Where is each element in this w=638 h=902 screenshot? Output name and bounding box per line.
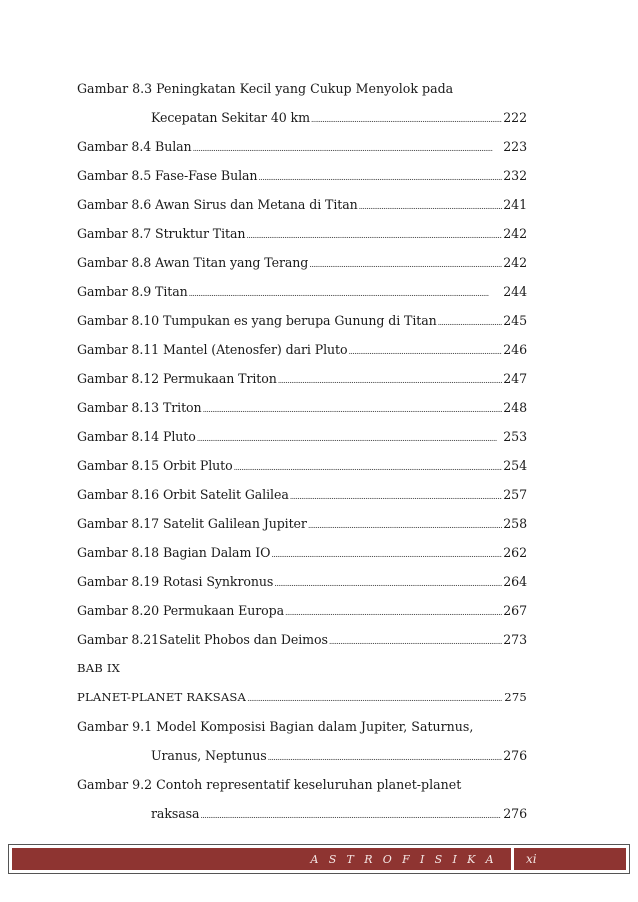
leader-dots <box>189 277 502 308</box>
entry-label: Gambar 8.18 Bagian Dalam IO <box>77 545 271 560</box>
entry-label: raksasa <box>151 806 200 821</box>
entry-label: Gambar 8.15 Orbit Pluto <box>77 458 233 473</box>
entry-label: Gambar 8.4 Bulan <box>77 139 192 154</box>
entry-page: 242 <box>503 255 527 270</box>
leader-dots <box>197 422 502 453</box>
entry-page: 248 <box>503 400 527 415</box>
toc-entry-8-20 <box>77 596 527 625</box>
entry-label: Gambar 8.11 Mantel (Atenosfer) dari Pluto <box>77 342 348 357</box>
entry-label: Gambar 8.14 Pluto <box>77 429 196 444</box>
leader-dots <box>311 103 502 134</box>
entry-label: Gambar 8.12 Permukaan Triton <box>77 371 277 386</box>
entry-label: Gambar 8.10 Tumpukan es yang berupa Gunung di Titan <box>77 313 437 328</box>
leader-dots <box>349 335 503 366</box>
toc-entry-8-6 <box>77 190 527 219</box>
entry-page: 273 <box>503 632 527 647</box>
toc-entry-8-10 <box>77 306 527 335</box>
entry-page: 276 <box>503 806 527 821</box>
entry-page: 232 <box>503 168 527 183</box>
toc-entry-9-1 <box>77 712 527 741</box>
toc-entry-8-16 <box>77 480 527 509</box>
toc-entry-8-3-cont <box>77 103 527 132</box>
entry-label: Gambar 8.17 Satelit Galilean Jupiter <box>77 516 307 531</box>
entry-label: Gambar 8.13 Triton <box>77 400 202 415</box>
entry-label: Gambar 9.2 Contoh representatif keseluruhan planet-planet <box>77 777 462 792</box>
toc-entry-8-3 <box>77 74 527 103</box>
toc-entry-8-21 <box>77 625 527 654</box>
leader-dots <box>278 364 502 395</box>
leader-dots <box>234 451 502 482</box>
leader-dots <box>359 190 502 221</box>
entry-page: 275 <box>504 690 527 704</box>
leader-dots <box>193 132 502 163</box>
page-footer <box>8 844 630 874</box>
entry-label: Gambar 8.19 Rotasi Synkronus <box>77 574 274 589</box>
leader-dots <box>274 567 502 598</box>
toc-entry-8-4 <box>77 132 527 161</box>
leader-dots <box>290 480 502 511</box>
footer-bar <box>12 848 626 870</box>
table-of-figures <box>77 74 527 828</box>
leader-dots <box>268 741 502 772</box>
toc-entry-8-17 <box>77 509 527 538</box>
toc-entry-8-8 <box>77 248 527 277</box>
toc-entry-8-14 <box>77 422 527 451</box>
chapter-title: PLANET-PLANET RAKSASA <box>77 690 247 704</box>
toc-entry-8-9 <box>77 277 527 306</box>
toc-entry-9-2 <box>77 770 527 799</box>
leader-dots <box>438 306 502 337</box>
entry-page: 254 <box>503 458 527 473</box>
entry-label: Kecepatan Sekitar 40 km <box>151 110 310 125</box>
entry-label: Gambar 8.21Satelit Phobos dan Deimos <box>77 632 328 647</box>
page-number: xi <box>526 852 537 866</box>
chapter-title-entry <box>77 683 527 712</box>
entry-page: 245 <box>503 313 527 328</box>
entry-page: 241 <box>503 197 527 212</box>
entry-label: Gambar 8.5 Fase-Fase Bulan <box>77 168 258 183</box>
entry-label: Gambar 8.8 Awan Titan yang Terang <box>77 255 309 270</box>
toc-entry-8-19 <box>77 567 527 596</box>
leader-dots <box>308 509 502 540</box>
entry-label: Gambar 8.6 Awan Sirus dan Metana di Titan <box>77 197 358 212</box>
entry-page: 276 <box>503 748 527 763</box>
footer-page-number <box>514 848 626 870</box>
entry-label: Gambar 9.1 Model Komposisi Bagian dalam Jupiter, Saturnus, <box>77 719 474 734</box>
entry-page: 247 <box>503 371 527 386</box>
entry-page: 262 <box>503 545 527 560</box>
leader-dots <box>285 596 502 627</box>
entry-page: 258 <box>503 516 527 531</box>
toc-entry-8-13 <box>77 393 527 422</box>
toc-entry-9-2-cont <box>77 799 527 828</box>
entry-page: 264 <box>503 574 527 589</box>
entry-page: 244 <box>503 284 527 299</box>
entry-page: 222 <box>503 110 527 125</box>
chapter-heading <box>77 654 527 683</box>
chapter-label: BAB IX <box>77 661 121 675</box>
entry-page: 242 <box>503 226 527 241</box>
toc-entry-9-1-cont <box>77 741 527 770</box>
entry-page: 223 <box>503 139 527 154</box>
toc-entry-8-12 <box>77 364 527 393</box>
toc-entry-8-15 <box>77 451 527 480</box>
entry-label: Gambar 8.3 Peningkatan Kecil yang Cukup Menyolok pada <box>77 81 454 96</box>
entry-page: 267 <box>503 603 527 618</box>
leader-dots <box>200 799 502 830</box>
toc-entry-8-7 <box>77 219 527 248</box>
leader-dots <box>309 248 502 279</box>
entry-label: Gambar 8.7 Struktur Titan <box>77 226 246 241</box>
leader-dots <box>247 683 502 713</box>
entry-label: Uranus, Neptunus <box>151 748 267 763</box>
leader-dots <box>271 538 502 569</box>
entry-label: Gambar 8.20 Permukaan Europa <box>77 603 285 618</box>
toc-entry-8-5 <box>77 161 527 190</box>
leader-dots <box>203 393 502 424</box>
leader-dots <box>246 219 502 250</box>
entry-page: 246 <box>503 342 527 357</box>
entry-label: Gambar 8.16 Orbit Satelit Galilea <box>77 487 289 502</box>
entry-page: 257 <box>503 487 527 502</box>
entry-page: 253 <box>503 429 527 444</box>
toc-entry-8-18 <box>77 538 527 567</box>
entry-label: Gambar 8.9 Titan <box>77 284 188 299</box>
footer-title: A S T R O F I S I K A <box>12 848 511 870</box>
leader-dots <box>258 161 502 192</box>
toc-entry-8-11 <box>77 335 527 364</box>
leader-dots <box>329 625 502 656</box>
